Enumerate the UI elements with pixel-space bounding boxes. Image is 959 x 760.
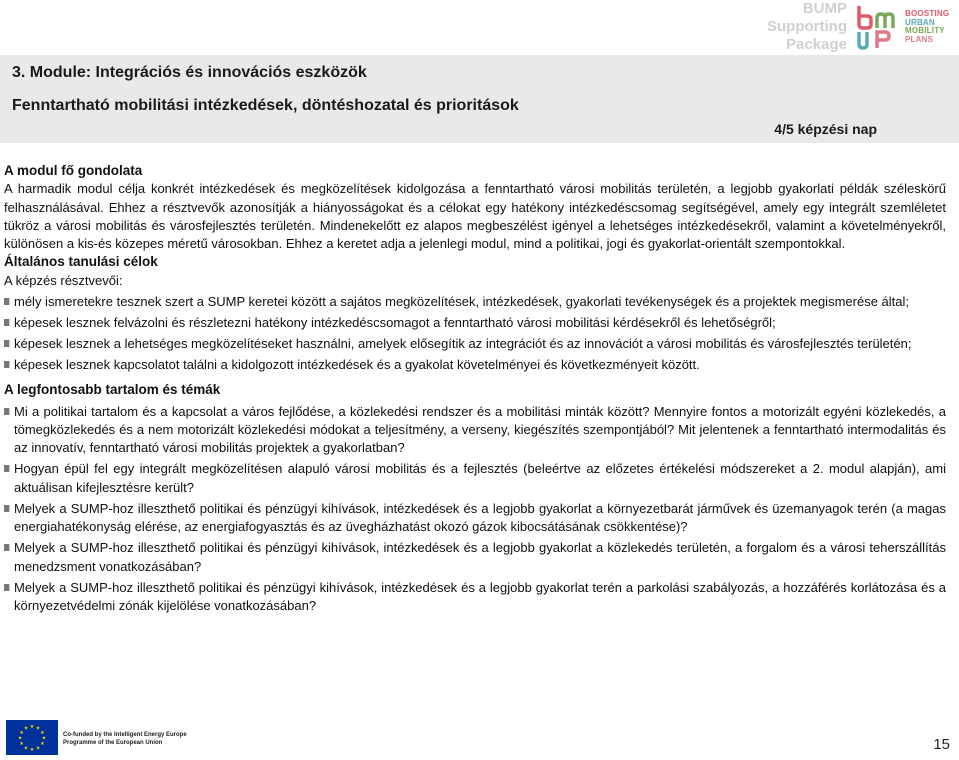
- bump-logo-icon: [851, 2, 903, 50]
- logo-line-4: PLANS: [905, 34, 934, 44]
- list-item: [4, 314, 946, 332]
- bullet-icon: [4, 319, 10, 326]
- list-item: [4, 500, 946, 537]
- brand-line-1: BUMP: [802, 0, 847, 17]
- svg-text:★: ★: [40, 730, 45, 736]
- svg-text:★: ★: [23, 725, 29, 732]
- list-item: [4, 293, 946, 311]
- objective-text: mély ismeretekre tesznek szert a SUMP keretei között a sajátos megközelítések, intézkedések, gyakorlati tevékenységek és a projektek megismerése által;: [14, 294, 909, 310]
- bullet-icon: [4, 584, 10, 591]
- brand-line-2: Supporting: [767, 18, 847, 35]
- topics-heading: A legfontosabb tartalom és témák: [4, 382, 221, 398]
- eu-flag-icon: [6, 720, 58, 755]
- list-item: [4, 356, 946, 374]
- svg-text:★: ★: [19, 741, 24, 747]
- logo-line-1: BOOSTING: [905, 9, 950, 18]
- svg-text:★: ★: [29, 724, 35, 730]
- eu-funding-note: [63, 732, 187, 747]
- bump-logo: [851, 2, 953, 50]
- eu-line-1: Co-funded by the Intelligent Energy Europe: [63, 732, 187, 738]
- bullet-icon: [4, 361, 10, 368]
- bullet-icon: [4, 298, 10, 305]
- svg-text:★: ★: [41, 735, 47, 742]
- list-item: [4, 335, 946, 353]
- page-footer: [6, 720, 956, 756]
- bullet-icon: [4, 505, 10, 512]
- list-item: [4, 460, 946, 497]
- svg-text:★: ★: [19, 730, 24, 736]
- bullet-icon: [4, 544, 10, 551]
- bullet-icon: [4, 408, 10, 415]
- training-days-label: 4/5 képzési nap: [774, 121, 877, 137]
- list-item: [4, 579, 946, 616]
- svg-text:★: ★: [17, 735, 23, 742]
- topic-text: Mi a politikai tartalom és a kapcsolat a város fejlődése, a közlekedési rendszer és a mobilitási minták között? Mennyire fontos a motorizált egyéni közlekedés, a tömegközlekedés és a nem motorizált közlekedési módokat a teljesítmény, a verseny, kiegészítés szempontjából? Mit jelentenek a fenntartható intermodalitás és az innovatív, fenntartható városi mobilitás projektek a gyakorlatban?: [14, 403, 946, 456]
- main-idea-heading: A modul fő gondolata: [4, 163, 143, 178]
- objectives-heading: Általános tanulási célok: [4, 254, 158, 270]
- module-title: 3. Module: Integrációs és innovációs eszközök: [12, 64, 367, 81]
- logo-wordmark: [905, 10, 949, 44]
- svg-text:★: ★: [40, 741, 45, 747]
- module-title-box: [0, 55, 959, 143]
- module-subtitle: Fenntartható mobilitási intézkedések, döntéshozatal és prioritások: [12, 97, 519, 114]
- logo-line-3: MOBILITY: [905, 26, 945, 35]
- list-item: [4, 539, 946, 576]
- topic-text: Melyek a SUMP-hoz illeszthető politikai és pénzügyi kihívások, intézkedések és a legjobb gyakorlat terén a parkolási szabályozás, a hozzáférés korlátozása és a környezetvédelmi zónák kijelölése vonatkozásában?: [14, 579, 946, 613]
- svg-text:★: ★: [35, 725, 41, 732]
- brand-line-3: Package: [786, 36, 847, 53]
- objective-text: képesek lesznek kapcsolatot találni a kidolgozott intézkedések és a gyakolat követelményei és következményeit között.: [14, 357, 700, 373]
- topic-text: Melyek a SUMP-hoz illeszthető politikai és pénzügyi kihívások, intézkedések és a legjobb gyakorlat a közlekedés területén, a forgalom és a városi teherszállítás menedzsment vonatkozásában?: [14, 540, 946, 574]
- topics-list: [4, 403, 946, 615]
- objectives-list: [4, 293, 946, 375]
- participants-intro: A képzés résztvevői:: [4, 272, 123, 288]
- eu-line-2: Programme of the European Union: [63, 739, 163, 746]
- topic-text: Melyek a SUMP-hoz illeszthető politikai és pénzügyi kihívások, intézkedések és a legjobb gyakorlat a környezetbarát járművek és üzemanyagok terén (a magas energiahatékonyság elérése, az energiafogyasztás és az üvegházhatást okozó gázok kibocsátásának csökkentése)?: [14, 500, 946, 535]
- bullet-icon: [4, 465, 10, 472]
- svg-text:★: ★: [35, 745, 41, 752]
- logo-line-2: URBAN: [905, 17, 935, 27]
- main-idea-paragraph: A harmadik modul célja konkrét intézkedések és megközelítések kidolgozása a fenntartható városi mobilitás területén, a legjobb gyakorlati példák széleskörű felhasználásával. Ehhez a résztvevők azonosítják a hiányosságokat és a célokat egy hatékony intézkedéscsomag segítségével, amely egy integrált szemléletet tükröz a városi mobilitás és városfejlesztés területén. Mindenekelőtt ez alapos megbeszélést igényel a lehetséges intézkedésekről, valamint a követelményekről, különösen a kis-és közepes méretű városokban. Ehhez a keretet adja a jelenlegi modul, mind a politikai, jogi és gyakorlat-orientált szempontokkal.: [4, 181, 946, 252]
- svg-text:★: ★: [29, 747, 35, 753]
- objective-text: képesek lesznek a lehetséges megközelítéseket használni, amelyek elősegítik az integrációt és az innovációt a városi mobilitás és városfejlesztés területén;: [14, 336, 912, 352]
- bullet-icon: [4, 340, 10, 347]
- module-content: [4, 162, 946, 618]
- list-item: [4, 403, 946, 458]
- svg-text:★: ★: [23, 745, 29, 752]
- page-number: 15: [933, 736, 950, 753]
- topic-text: Hogyan épül fel egy integrált megközelítésen alapuló városi mobilitás és a fejlesztés (beleértve az előzetes értékelési módszereket a 2. modul alapján), ami aktuálisan kifejlesztésre került?: [14, 461, 946, 495]
- brand-title: [737, 0, 847, 54]
- objective-text: képesek lesznek felvázolni és részletezni hatékony intézkedéscsomagot a fenntartható városi mobilitási kérdésekről és lehetőségről;: [14, 315, 776, 331]
